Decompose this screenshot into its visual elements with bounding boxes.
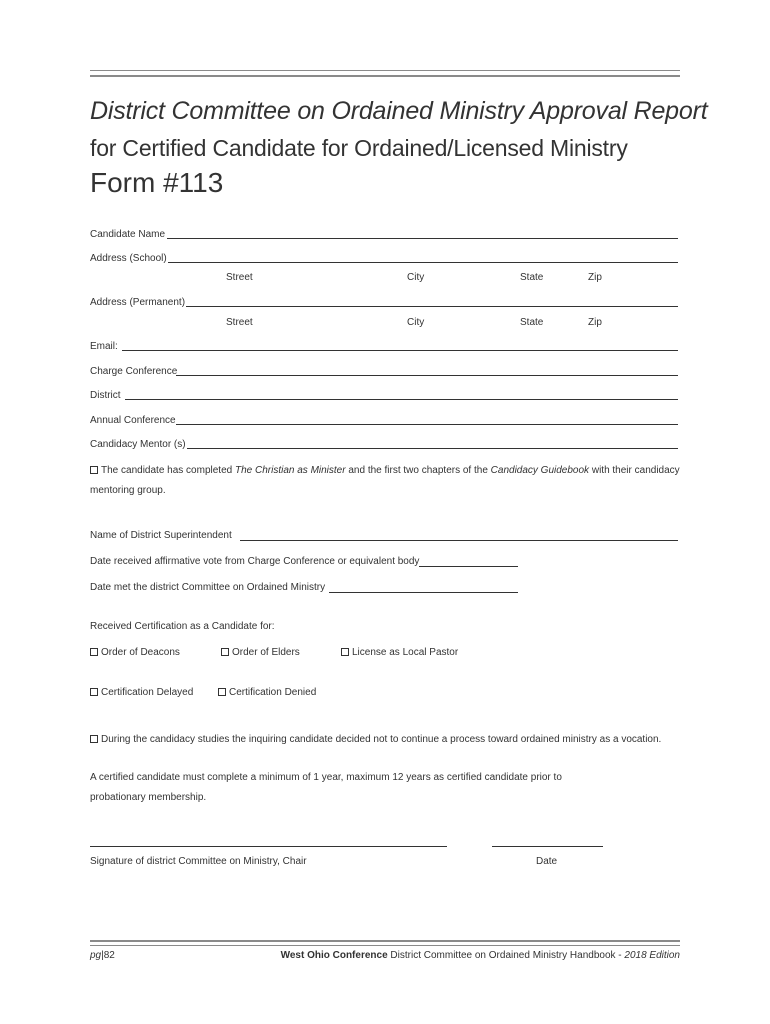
chair-signature-field[interactable]: [90, 846, 447, 847]
address-school-state: State: [520, 272, 544, 283]
footer-rule-thin: [90, 945, 680, 946]
district-label: District: [90, 390, 121, 401]
completed-checkbox[interactable]: [90, 466, 98, 474]
candidacy-mentor-field[interactable]: [187, 448, 678, 449]
license-local-pastor-label: License as Local Pastor: [352, 647, 459, 658]
vote-date-label: Date received affirmative vote from Charge Conference or equivalent body: [90, 556, 420, 567]
order-elders-option[interactable]: [221, 647, 300, 658]
email-label: Email:: [90, 341, 118, 352]
top-rule-thin: [90, 70, 680, 71]
candidate-name-label: Candidate Name: [90, 229, 166, 240]
page-separator: |: [101, 950, 104, 961]
signature-date-label: Date: [536, 856, 558, 867]
email-field[interactable]: [122, 350, 678, 351]
discontinued-option[interactable]: [90, 734, 661, 745]
address-permanent-field[interactable]: [186, 306, 678, 307]
certification-delayed-label: Certification Delayed: [101, 687, 194, 698]
completed-text-pre: The candidate has completed: [101, 465, 235, 476]
completed-book-christian-minister: The Christian as Minister: [234, 465, 346, 476]
superintendent-name-field[interactable]: [240, 540, 678, 541]
signature-date-field[interactable]: [492, 846, 603, 847]
certification-denied-checkbox[interactable]: [218, 688, 226, 696]
district-field[interactable]: [125, 399, 678, 400]
address-permanent-state: State: [520, 317, 544, 328]
page-prefix: pg: [90, 950, 102, 961]
address-permanent-zip: Zip: [588, 317, 602, 328]
order-deacons-checkbox[interactable]: [90, 648, 98, 656]
discontinued-checkbox[interactable]: [90, 735, 98, 743]
chair-signature-label: Signature of district Committee on Ministry, Chair: [90, 856, 307, 867]
completed-text-mid: and the first two chapters of the: [345, 465, 491, 476]
address-school-city: City: [407, 272, 425, 283]
completed-book-candidacy-guidebook: Candidacy Guidebook: [490, 465, 590, 476]
address-school-field[interactable]: [168, 262, 678, 263]
candidacy-mentor-label: Candidacy Mentor (s): [90, 439, 186, 450]
certification-heading: Received Certification as a Candidate for:: [90, 621, 275, 632]
annual-conference-label: Annual Conference: [90, 415, 176, 426]
annual-conference-field[interactable]: [176, 424, 678, 425]
met-date-label: Date met the district Committee on Ordained Ministry: [90, 582, 326, 593]
vote-date-field[interactable]: [419, 566, 518, 567]
top-rule-thick: [90, 75, 680, 77]
requirement-note-line1: A certified candidate must complete a minimum of 1 year, maximum 12 years as certified candidate prior to: [90, 772, 562, 783]
address-permanent-label: Address (Permanent): [90, 297, 186, 308]
address-school-zip: Zip: [588, 272, 602, 283]
certification-denied-label: Certification Denied: [229, 687, 317, 698]
certification-denied-option[interactable]: [218, 687, 316, 698]
certification-delayed-checkbox[interactable]: [90, 688, 98, 696]
superintendent-name-label: Name of District Superintendent: [90, 530, 232, 541]
charge-conference-label: Charge Conference: [90, 366, 178, 377]
form-subtitle: for Certified Candidate for Ordained/Licensed Ministry: [90, 135, 628, 161]
discontinued-label: During the candidacy studies the inquiring candidate decided not to continue a process toward ordained ministry as a vocation.: [101, 734, 662, 745]
candidate-name-field[interactable]: [167, 238, 678, 239]
address-permanent-street: Street: [226, 317, 253, 328]
footer-edition: 2018 Edition: [624, 950, 680, 961]
form-number: Form #113: [90, 167, 224, 198]
charge-conference-field[interactable]: [176, 375, 678, 376]
requirement-note-line2: probationary membership.: [90, 792, 207, 803]
footer-handbook: District Committee on Ordained Ministry Handbook -: [387, 950, 625, 961]
order-elders-label: Order of Elders: [232, 647, 300, 658]
license-local-pastor-checkbox[interactable]: [341, 648, 349, 656]
completed-statement: [90, 461, 680, 481]
form-title: District Committee on Ordained Ministry Approval Report: [90, 97, 708, 125]
page-number: [90, 950, 115, 961]
order-elders-checkbox[interactable]: [221, 648, 229, 656]
address-school-label: Address (School): [90, 253, 167, 264]
certification-delayed-option[interactable]: [90, 687, 193, 698]
met-date-field[interactable]: [329, 592, 518, 593]
address-school-street: Street: [226, 272, 253, 283]
completed-text-line2: mentoring group.: [90, 485, 166, 496]
page-number-value: 82: [103, 950, 115, 961]
address-permanent-city: City: [407, 317, 425, 328]
footer-conference: West Ohio Conference: [280, 950, 388, 961]
footer-rule-thick: [90, 940, 680, 942]
license-local-pastor-option[interactable]: [341, 647, 458, 658]
order-deacons-label: Order of Deacons: [101, 647, 180, 658]
completed-text-post: with their candidacy: [589, 465, 680, 476]
order-deacons-option[interactable]: [90, 647, 180, 658]
footer-handbook-title: [281, 950, 680, 961]
